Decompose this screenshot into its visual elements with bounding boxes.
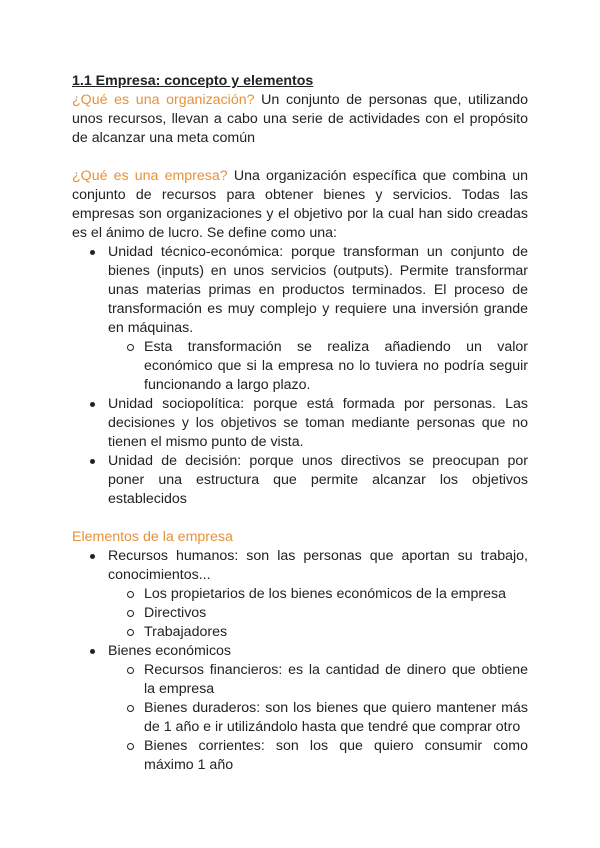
- list-item-human-resources: Recursos humanos: son las personas que aportan su trabajo, conocimientos...: [72, 547, 528, 585]
- sublist-item: Bienes duraderos: son los bienes que quiero mantener más de 1 año e ir utilizándolo hasta que tendré que comprar otro: [72, 699, 528, 737]
- sublist-item: Esta transformación se realiza añadiendo un valor económico que si la empresa no lo tuviera no podría seguir funcionando a largo plazo.: [72, 338, 528, 395]
- company-paragraph: [72, 167, 528, 243]
- elements-list: [72, 547, 528, 775]
- organization-answer: Un conjunto de personas que, utilizando unos recursos, llevan a cabo una serie de actividades con el propósito de alcanzar una meta común: [72, 92, 528, 146]
- company-units-list: [72, 243, 528, 509]
- elements-heading: Elementos de la empresa: [72, 529, 233, 545]
- list-item-technical-unit: Unidad técnico-económica: porque transforman un conjunto de bienes (inputs) en unos servicios (outputs). Permite transformar unas materias primas en productos terminados. El proceso de transformación es muy complejo y requiere una inversión grande en máquinas.: [72, 243, 528, 338]
- sublist-item: Los propietarios de los bienes económicos de la empresa: [72, 585, 528, 604]
- list-item-decision-unit: Unidad de decisión: porque unos directivos se preocupan por poner una estructura que permite alcanzar los objetivos establecidos: [72, 452, 528, 509]
- sublist-item: Bienes corrientes: son los que quiero consumir como máximo 1 año: [72, 737, 528, 775]
- section-title: 1.1 Empresa: concepto y elementos: [72, 73, 314, 89]
- organization-question: ¿Qué es una organización?: [72, 92, 255, 108]
- company-answer: Una organización específica que combina un conjunto de recursos para obtener bienes y servicios. Todas las empresas son organizaciones y el objetivo por la cual han sido creadas es el ánimo de lucro. Se define como una:: [72, 168, 528, 241]
- sublist-item: Trabajadores: [72, 623, 528, 642]
- sublist-item: Recursos financieros: es la cantidad de dinero que obtiene la empresa: [72, 661, 528, 699]
- company-question: ¿Qué es una empresa?: [72, 168, 228, 184]
- list-item-sociopolitical-unit: Unidad sociopolítica: porque está formada por personas. Las decisiones y los objetivos se toman mediante personas que no tienen el mismo punto de vista.: [72, 395, 528, 452]
- organization-paragraph: [72, 91, 528, 148]
- list-item-economic-goods: Bienes económicos: [72, 642, 528, 661]
- sublist-item: Directivos: [72, 604, 528, 623]
